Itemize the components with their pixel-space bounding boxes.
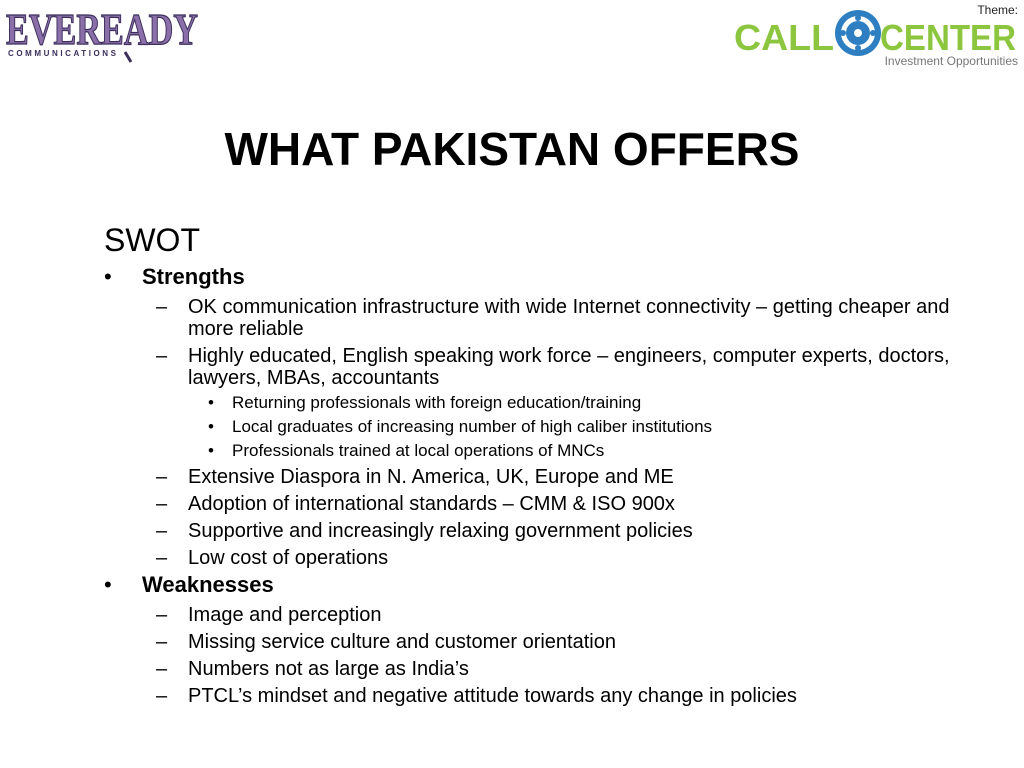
dash-marker: –	[156, 658, 168, 680]
strength-item-text: Adoption of international standards – CMM & ISO 900x	[188, 493, 675, 515]
strength-subitem	[104, 393, 984, 413]
dash-marker: –	[156, 631, 168, 653]
dash-marker: –	[156, 345, 168, 367]
strength-item-text: Supportive and increasingly relaxing government policies	[188, 520, 693, 542]
logo-word-center: CENTER	[880, 17, 1016, 58]
slide-content	[104, 222, 984, 707]
strength-item-text: Highly educated, English speaking work force – engineers, computer experts, doctors, lawyers, MBAs, accountants	[188, 345, 950, 389]
bullet-marker: •	[208, 393, 214, 412]
theme-label: Theme:	[977, 3, 1018, 17]
strength-subitem-text: Professionals trained at local operations of MNCs	[232, 441, 605, 460]
strength-item-text: Extensive Diaspora in N. America, UK, Europe and ME	[188, 466, 674, 488]
bullet-weaknesses	[104, 571, 984, 599]
weakness-item-text: Image and perception	[188, 604, 382, 626]
dash-marker: –	[156, 493, 168, 515]
strength-subitem-text: Local graduates of increasing number of high caliber institutions	[232, 417, 713, 436]
bullet-marker: •	[208, 441, 214, 460]
call-center-logo	[730, 0, 1022, 70]
weakness-item	[104, 685, 984, 707]
strength-item	[104, 493, 984, 515]
weakness-item-text: Numbers not as large as India’s	[188, 658, 469, 680]
eveready-wordmark: EVEREADY	[6, 5, 198, 54]
dash-marker: –	[156, 296, 168, 318]
slide-title: WHAT PAKISTAN OFFERS	[224, 123, 800, 175]
film-reel-icon	[835, 10, 881, 56]
bullet-weaknesses-label: Weaknesses	[142, 572, 274, 597]
bullet-marker: •	[104, 264, 112, 289]
section-heading-swot: SWOT	[104, 222, 200, 258]
strength-subitem-text: Returning professionals with foreign education/training	[232, 393, 642, 412]
logo-word-call: CALL	[734, 17, 834, 58]
dash-marker: –	[156, 685, 168, 707]
strength-item-text: Low cost of operations	[188, 547, 389, 569]
logo-tagline: Investment Opportunities	[884, 54, 1018, 68]
strength-item	[104, 466, 984, 488]
eveready-subtitle: COMMUNICATIONS	[8, 49, 116, 58]
weakness-item	[104, 604, 984, 626]
strength-item-text: OK communication infrastructure with wide Internet connectivity – getting cheaper and more reliable	[188, 296, 950, 340]
bullet-marker: •	[104, 572, 112, 597]
eveready-logo	[4, 0, 204, 64]
strength-item	[104, 520, 984, 542]
weakness-item-text: Missing service culture and customer orientation	[188, 631, 616, 653]
weakness-item-text: PTCL’s mindset and negative attitude towards any change in policies	[188, 685, 797, 707]
dash-marker: –	[156, 604, 168, 626]
bullet-strengths	[104, 263, 984, 291]
strength-subitem	[104, 417, 984, 437]
bullet-strengths-label: Strengths	[142, 264, 245, 289]
strength-subitem	[104, 441, 984, 461]
dash-marker: –	[156, 547, 168, 569]
strength-item	[104, 547, 984, 569]
dash-marker: –	[156, 466, 168, 488]
weakness-item	[104, 631, 984, 653]
dash-marker: –	[156, 520, 168, 542]
weakness-item	[104, 658, 984, 680]
bullet-marker: •	[208, 417, 214, 436]
strength-item	[104, 296, 984, 340]
strength-item	[104, 345, 984, 389]
